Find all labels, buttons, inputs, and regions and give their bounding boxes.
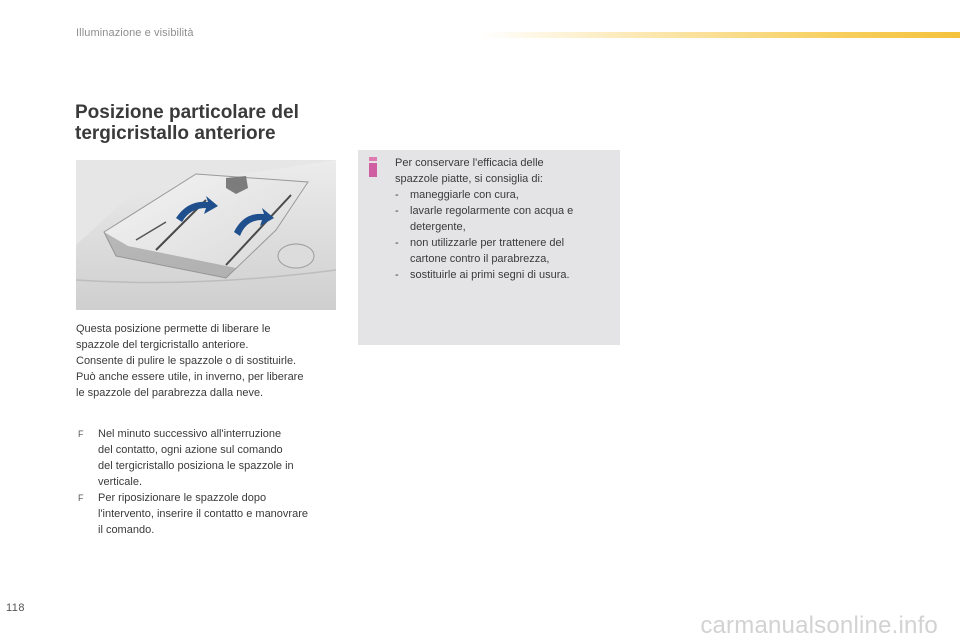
info-dash: - (395, 205, 399, 217)
info-item (395, 187, 613, 203)
info-icon (369, 157, 377, 177)
step-bullet: F (78, 493, 84, 503)
page-number: 118 (6, 602, 26, 614)
info-item-line: cartone contro il parabrezza, (410, 253, 550, 265)
info-dash: - (395, 237, 399, 249)
info-item (395, 203, 613, 235)
info-item-line: sostituirle ai primi segni di usura. (410, 269, 570, 281)
step-item (76, 426, 338, 490)
step-bullet: F (78, 429, 84, 439)
description-line: Questa posizione permette di liberare le (76, 323, 271, 335)
steps-list (76, 426, 338, 538)
step-line: Per riposizionare le spazzole dopo (98, 492, 267, 504)
step-line: verticale. (98, 476, 143, 488)
step-line: l'intervento, inserire il contatto e manovrare (98, 508, 308, 520)
step-line: il comando. (98, 524, 155, 536)
info-item (395, 235, 613, 267)
description-line: Consente di pulire le spazzole o di sostituirle. (76, 355, 297, 367)
info-intro-line: Per conservare l'efficacia delle (395, 157, 544, 169)
description-line: Può anche essere utile, in inverno, per liberare (76, 371, 304, 383)
title-line-2: tergicristallo anteriore (75, 123, 276, 144)
step-line: Nel minuto successivo all'interruzione (98, 428, 282, 440)
step-line: del contatto, ogni azione sul comando (98, 444, 283, 456)
info-item-line: detergente, (410, 221, 466, 233)
windshield-wiper-drawing (76, 160, 336, 310)
info-item-line: lavarle regolarmente con acqua e (410, 205, 574, 217)
description-text (76, 321, 338, 401)
title-line-1: Posizione particolare del (75, 102, 299, 123)
section-header: Illuminazione e visibilità (76, 27, 194, 39)
info-box (358, 150, 620, 345)
description-line: le spazzole del parabrezza dalla neve. (76, 387, 264, 399)
info-text (395, 155, 613, 283)
info-intro-line: spazzole piatte, si consiglia di: (395, 173, 543, 185)
wiper-illustration (76, 160, 336, 310)
description-line: spazzole del tergicristallo anteriore. (76, 339, 249, 351)
info-item (395, 267, 613, 283)
info-dash: - (395, 189, 399, 201)
watermark-link[interactable]: carmanualsonline.info (700, 612, 938, 639)
info-item-line: maneggiarle con cura, (410, 189, 519, 201)
info-dash: - (395, 269, 399, 281)
step-item (76, 490, 338, 538)
header-accent-bar (480, 32, 960, 38)
page-title (75, 102, 355, 144)
step-line: del tergicristallo posiziona le spazzole in (98, 460, 294, 472)
info-item-line: non utilizzarle per trattenere del (410, 237, 565, 249)
